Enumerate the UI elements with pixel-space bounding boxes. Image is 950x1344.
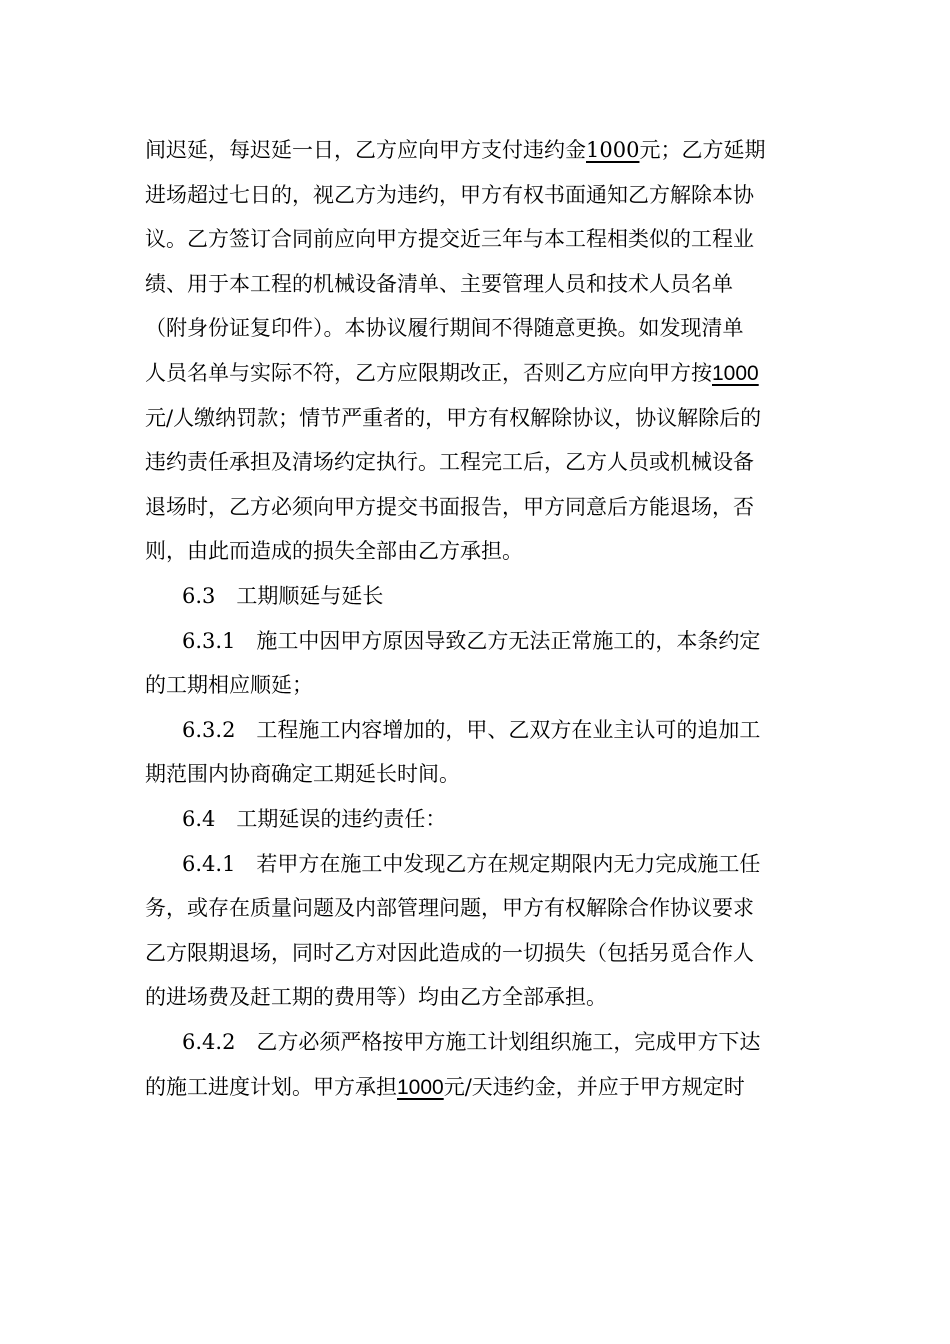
text-line bbox=[0, 1022, 950, 1062]
text-segment: 人员名单与实际不符，乙方应限期改正，否则乙方应向甲方按 bbox=[145, 361, 712, 385]
text-segment: 间迟延，每迟延一日，乙方应向甲方支付违约金 bbox=[145, 138, 586, 162]
text-segment: 6.4.2 乙方必须严格按甲方施工计划组织施工，完成甲方下达 bbox=[182, 1030, 761, 1054]
text-segment: 乙方限期退场，同时乙方对因此造成的一切损失（包括另觅合作人 bbox=[145, 940, 754, 965]
text-segment: 的工期相应顺延； bbox=[145, 673, 313, 698]
text-line bbox=[0, 487, 950, 527]
text-line bbox=[0, 799, 950, 839]
text-segment: 退场时，乙方必须向甲方提交书面报告，甲方同意后方能退场，否 bbox=[145, 494, 754, 519]
text-line bbox=[0, 977, 950, 1017]
text-segment: 议。乙方签订合同前应向甲方提交近三年与本工程相类似的工程业 bbox=[145, 227, 754, 252]
text-line bbox=[0, 754, 950, 794]
text-line bbox=[0, 308, 950, 348]
text-line bbox=[0, 353, 950, 393]
text-segment: 务，或存在质量问题及内部管理问题，甲方有权解除合作协议要求 bbox=[145, 896, 754, 921]
text-segment: 6.3.2 工程施工内容增加的，甲、乙双方在业主认可的追加工 bbox=[182, 717, 761, 742]
underlined-amount: 1000 bbox=[397, 1075, 444, 1099]
text-line bbox=[0, 1067, 950, 1107]
text-segment: 的施工进度计划。甲方承担 bbox=[145, 1074, 397, 1099]
text-line bbox=[0, 665, 950, 705]
text-segment: 进场超过七日的，视乙方为违约，甲方有权书面通知乙方解除本协 bbox=[145, 182, 754, 207]
underlined-amount: 1000 bbox=[712, 362, 759, 385]
text-segment: 6.4.1 若甲方在施工中发现乙方在规定期限内无力完成施工任 bbox=[182, 851, 761, 876]
text-segment: 绩、用于本工程的机械设备清单、主要管理人员和技术人员名单 bbox=[145, 271, 733, 296]
text-segment: （附身份证复印件）。本协议履行期间不得随意更换。如发现清单 bbox=[145, 316, 744, 341]
text-line bbox=[0, 844, 950, 884]
text-line bbox=[0, 933, 950, 973]
text-line bbox=[0, 398, 950, 438]
text-segment: 则，由此而造成的损失全部由乙方承担。 bbox=[145, 539, 523, 564]
text-segment: 6.4 工期延误的违约责任： bbox=[182, 807, 447, 831]
text-segment: 期范围内协商确定工期延长时间。 bbox=[145, 762, 460, 787]
text-line bbox=[0, 710, 950, 750]
text-segment: 的进场费及赶工期的费用等）均由乙方全部承担。 bbox=[145, 985, 607, 1010]
text-line bbox=[0, 219, 950, 259]
underlined-amount: 1000 bbox=[586, 138, 640, 162]
text-segment: 违约责任承担及清场约定执行。工程完工后，乙方人员或机械设备 bbox=[145, 450, 754, 475]
text-line bbox=[0, 576, 950, 616]
text-line bbox=[0, 442, 950, 482]
text-segment: 6.3 工期顺延与延长 bbox=[182, 584, 384, 608]
text-line bbox=[0, 130, 950, 170]
text-line bbox=[0, 175, 950, 215]
text-segment: 6.3.1 施工中因甲方原因导致乙方无法正常施工的，本条约定 bbox=[182, 628, 761, 653]
text-segment: 元/天违约金，并应于甲方规定时 bbox=[443, 1074, 745, 1099]
text-line bbox=[0, 531, 950, 571]
text-line bbox=[0, 888, 950, 928]
text-segment: 元/人缴纳罚款；情节严重者的，甲方有权解除协议，协议解除后的 bbox=[145, 405, 762, 430]
text-segment: 元；乙方延期 bbox=[639, 138, 766, 162]
text-line bbox=[0, 264, 950, 304]
text-line bbox=[0, 621, 950, 661]
